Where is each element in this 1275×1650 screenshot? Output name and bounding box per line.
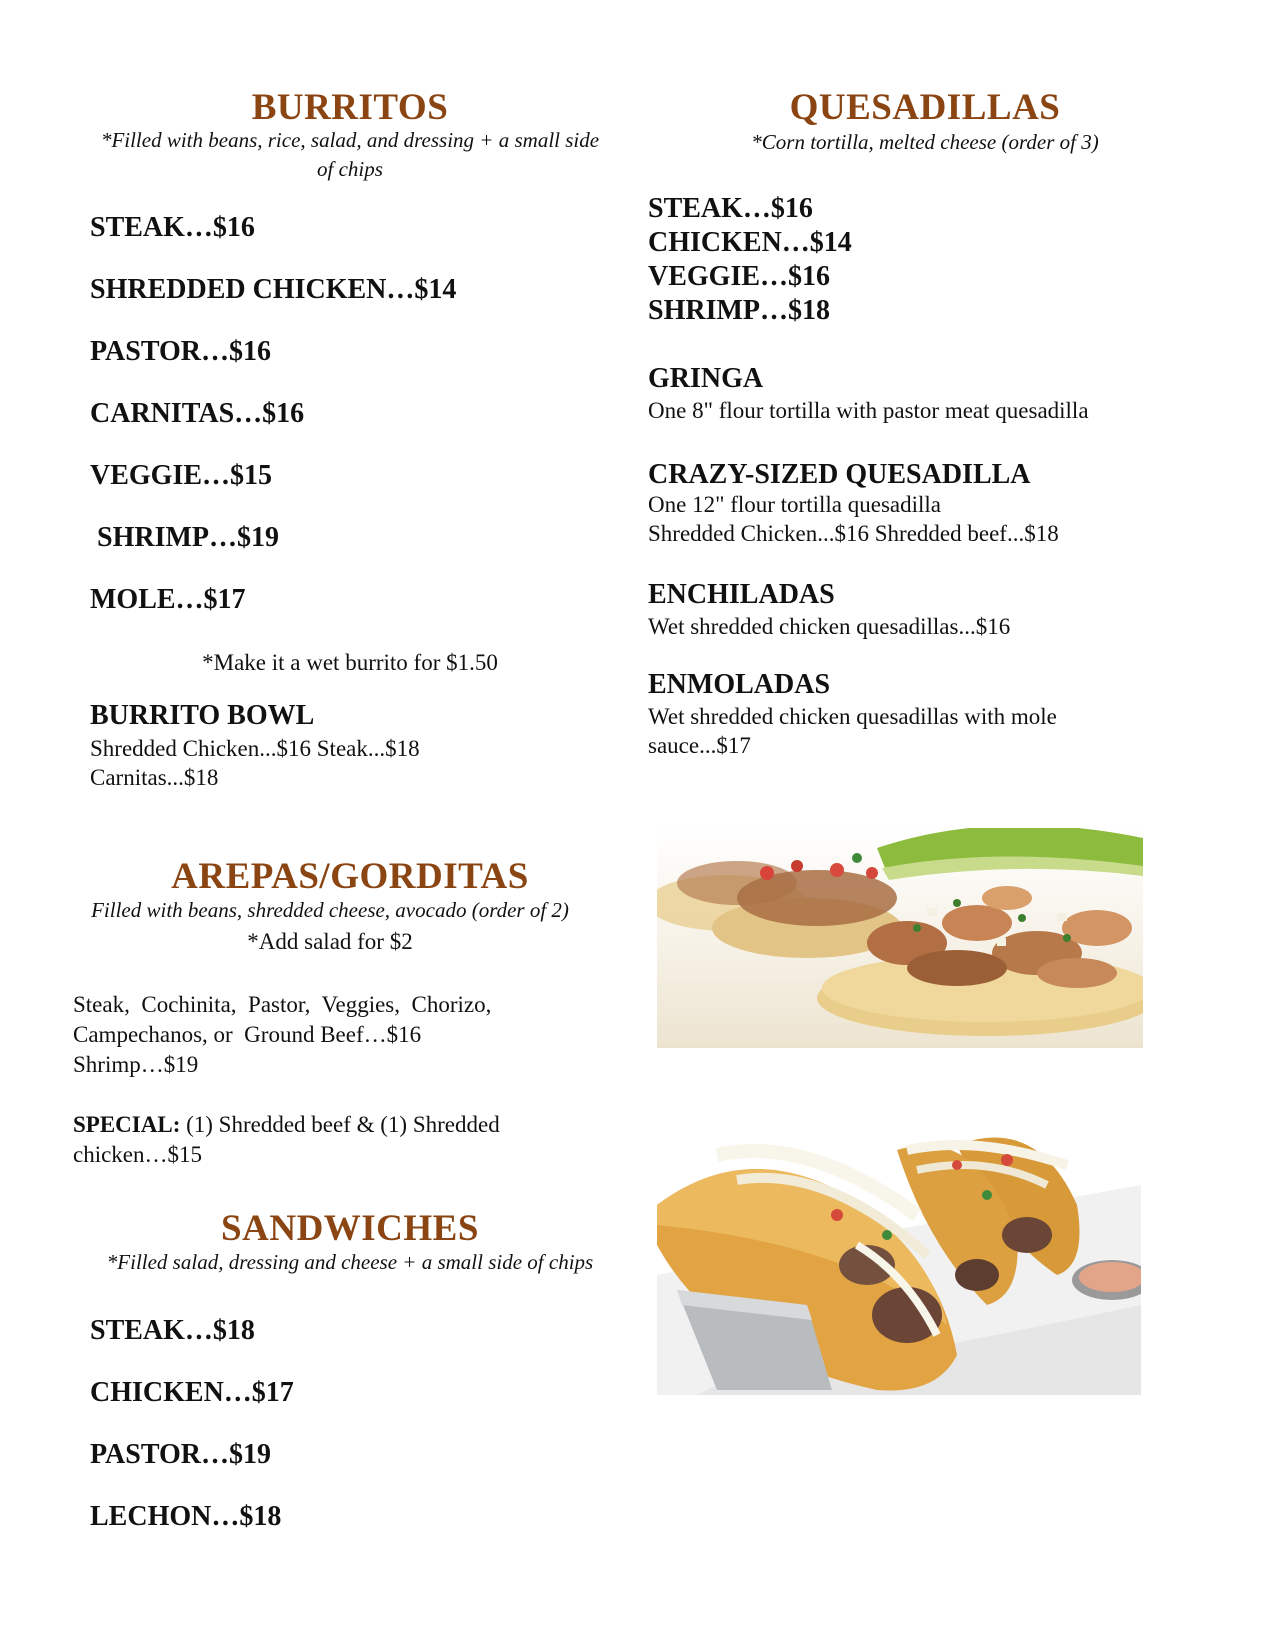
special-text: (1) Shredded beef & (1) Shredded (180, 1112, 500, 1137)
gringa-desc: One 8" flour tortilla with pastor meat quesadilla (648, 398, 1089, 423)
sandwiches-heading: SANDWICHES (221, 1208, 479, 1249)
wet-burrito-note: *Make it a wet burrito for $1.50 (202, 650, 498, 675)
burrito-bowl-line2: Carnitas...$18 (90, 765, 219, 790)
chicken-tacos-photo (657, 828, 1143, 1048)
arepas-special (73, 1110, 500, 1139)
burrito-item-mole: MOLE…$17 (90, 584, 246, 615)
sandwich-item-chicken: CHICKEN…$17 (90, 1377, 294, 1408)
burrito-bowl-title: BURRITO BOWL (90, 700, 315, 731)
burrito-item-veggie: VEGGIE…$15 (90, 460, 273, 491)
enchiladas-title: ENCHILADAS (648, 579, 835, 610)
enmoladas-desc1: Wet shredded chicken quesadillas with mole (648, 704, 1057, 729)
burrito-item-steak: STEAK…$16 (90, 212, 255, 243)
quesadilla-item-shrimp: SHRIMP…$18 (648, 295, 830, 326)
burritos-note: *Filled with beans, rice, salad, and dressing + a small side of chips (100, 128, 600, 181)
burritos-heading: BURRITOS (251, 87, 449, 128)
sandwich-item-steak: STEAK…$18 (90, 1315, 255, 1346)
sandwich-item-pastor: PASTOR…$19 (90, 1439, 271, 1470)
burrito-item-shrimp: SHRIMP…$19 (97, 522, 279, 553)
burrito-item-pastor: PASTOR…$16 (90, 336, 271, 367)
quesadillas-note: *Corn tortilla, melted cheese (order of 3) (751, 130, 1099, 154)
crazy-quesadilla-title: CRAZY-SIZED QUESADILLA (648, 459, 1031, 490)
arepas-special-line2: chicken…$15 (73, 1142, 203, 1167)
quesadilla-item-veggie: VEGGIE…$16 (648, 261, 831, 292)
quesadilla-item-chicken: CHICKEN…$14 (648, 227, 852, 258)
burrito-item-shredded-chicken: SHREDDED CHICKEN…$14 (90, 274, 457, 305)
quesadilla-item-steak: STEAK…$16 (648, 193, 813, 224)
crazy-quesadilla-desc1: One 12" flour tortilla quesadilla (648, 492, 941, 517)
arepas-note: Filled with beans, shredded cheese, avocado (order of 2) (91, 898, 569, 922)
arepas-options-line3: Shrimp…$19 (73, 1052, 199, 1077)
arepas-options-line1: Steak, Cochinita, Pastor, Veggies, Chorizo, (73, 992, 492, 1017)
enmoladas-title: ENMOLADAS (648, 669, 831, 700)
sandwiches-note: *Filled salad, dressing and cheese + a small side of chips (106, 1250, 594, 1274)
arepas-heading: AREPAS/GORDITAS (171, 856, 529, 897)
arepas-options-line2: Campechanos, or Ground Beef…$16 (73, 1022, 422, 1047)
special-label: SPECIAL: (73, 1112, 181, 1137)
sandwich-item-lechon: LECHON…$18 (90, 1501, 282, 1532)
gringa-title: GRINGA (648, 363, 764, 394)
crazy-quesadilla-desc2: Shredded Chicken...$16 Shredded beef...$18 (648, 521, 1059, 546)
burrito-item-carnitas: CARNITAS…$16 (90, 398, 305, 429)
quesadillas-heading: QUESADILLAS (789, 87, 1061, 128)
enchiladas-desc: Wet shredded chicken quesadillas...$16 (648, 614, 1011, 639)
arepas-add-salad: *Add salad for $2 (247, 929, 413, 954)
enmoladas-desc2: sauce...$17 (648, 733, 751, 758)
burrito-bowl-line1: Shredded Chicken...$16 Steak...$18 (90, 736, 420, 761)
hard-shell-tacos-photo (657, 1125, 1141, 1395)
